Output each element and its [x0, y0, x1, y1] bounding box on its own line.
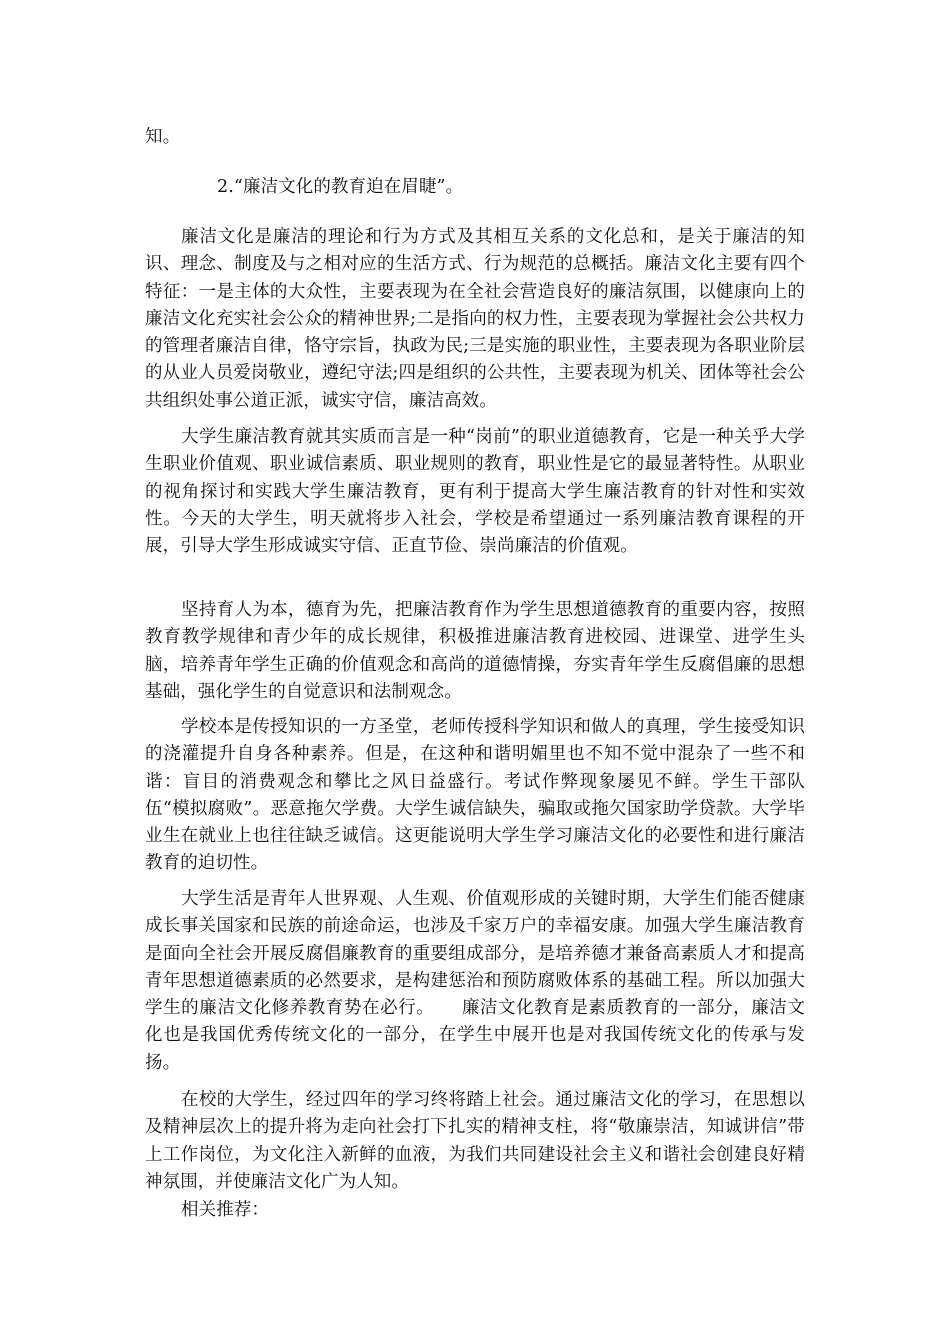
- paragraph-6: 在校的大学生，经过四年的学习终将踏上社会。通过廉洁文化的学习，在思想以及精神层次上的提升将为走向社会打下扎实的精神支柱，将“敬廉崇洁，知诚讲信”带上工作岗位，为文化注入新鲜的血液，为我们共同建设社会主义和谐社会创建良好精神氛围，并使廉洁文化广为人知。: [145, 1090, 805, 1192]
- paragraph-4: 学校本是传授知识的一方圣堂，老师传授科学知识和做人的真理，学生接受知识的浇灌提升自身各种素养。但是，在这种和谐明媚里也不知不觉中混杂了一些不和谐：盲目的消费观念和攀比之风日益盛行。考试作弊现象屡见不鲜。学生干部队伍“模拟腐败”。恶意拖欠学费。大学生诚信缺失，骗取或拖欠国家助学贷款。大学毕业生在就业上也往往缺乏诚信。这更能说明大学生学习廉洁文化的必要性和进行廉洁教育的迫切性。: [145, 717, 805, 874]
- paragraph-5: 大学生活是青年人世界观、人生观、价值观形成的关键时期，大学生们能否健康成长事关国家和民族的前途命运，也涉及千家万户的幸福安康。加强大学生廉洁教育是面向全社会开展反腐倡廉教育的重要组成部分，是培养德才兼备高素质人才和提高青年思想道德素质的必然要求，是构建惩治和预防腐败体系的基础工程。所以加强大学生的廉洁文化修养教育势在必行。 廉洁文化教育是素质教育的一部分，廉洁文化也是我国优秀传统文化的一部分，在学生中展开也是对我国传统文化的传承与发扬。: [145, 889, 805, 1073]
- paragraph-1: 廉洁文化是廉洁的理论和行为方式及其相互关系的文化总和，是关于廉洁的知识、理念、制度及与之相对应的生活方式、行为规范的总概括。廉洁文化主要有四个特征：一是主体的大众性，主要表现为在全社会营造良好的廉洁氛围，以健康向上的廉洁文化充实社会公众的精神世界;二是指向的权力性，主要表现为掌握社会公共权力的管理者廉洁自律，恪守宗旨，执政为民;三是实施的职业性，主要表现为各职业阶层的从业人员爱岗敬业，遵纪守法;四是组织的公共性，主要表现为机关、团体等社会公共组织处事公道正派，诚实守信，廉洁高效。: [145, 227, 805, 411]
- section-heading: 2.“廉洁文化的教育迫在眉睫”。: [217, 177, 464, 197]
- paragraph-2: 大学生廉洁教育就其实质而言是一种“岗前”的职业道德教育，它是一种关乎大学生职业价值观、职业诚信素质、职业规则的教育，职业性是它的最显著特性。从职业的视角探讨和实践大学生廉洁教育，更有利于提高大学生廉洁教育的针对性和实效性。今天的大学生，明天就将步入社会，学校是希望通过一系列廉洁教育课程的开展，引导大学生形成诚实守信、正直节俭、崇尚廉洁的价值观。: [145, 427, 805, 557]
- related-recommendations-label: 相关推荐：: [181, 1200, 269, 1220]
- continuation-text: 知。: [145, 127, 181, 147]
- paragraph-3: 坚持育人为本，德育为先，把廉洁教育作为学生思想道德教育的重要内容，按照教育教学规律和青少年的成长规律，积极推进廉洁教育进校园、进课堂、进学生头脑，培养青年学生正确的价值观念和高尚的道德情操，夯实青年学生反腐倡廉的思想基础，强化学生的自觉意识和法制观念。: [145, 600, 805, 702]
